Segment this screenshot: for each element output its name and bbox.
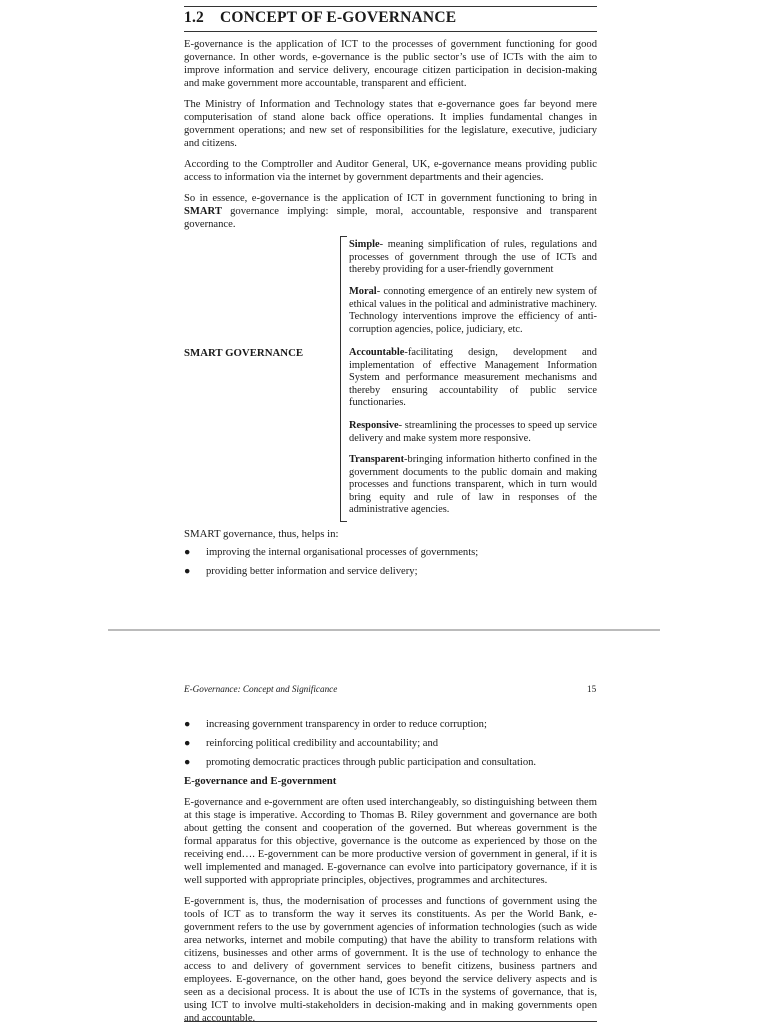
list-item-text: promoting democratic practices through public participation and consultation. (206, 757, 537, 768)
paragraph-egov-definition: E-governance is the application of ICT to the processes of government functioning for good governance. In other words, e-governance is the public sector’s use of ICTs with the aim to improve information and service delivery, encourage citizen participation in decision-making and make government more accountable, transparent and efficient. (184, 39, 597, 89)
bullet-icon: ● (184, 719, 191, 730)
subheading-egov: E-governance and E-government (184, 775, 337, 787)
smart-intro-bold: SMART (184, 206, 222, 217)
bullet-icon: ● (184, 738, 191, 749)
smart-term-text: - meaning simplification of rules, regulations and processes of government through the use of ICTs and thereby providing for a user-friendly government (349, 239, 597, 276)
smart-bracket (340, 236, 347, 522)
smart-item-accountable (349, 347, 597, 410)
heading-rule (184, 31, 597, 32)
list-item-text: reinforcing political credibility and accountability; and (206, 738, 439, 749)
smart-governance-label: SMART GOVERNANCE (184, 347, 304, 359)
smart-intro-text: So in essence, e-governance is the application of ICT in government functioning to bring in (184, 193, 597, 204)
page-break-rule (108, 629, 660, 631)
list-item-text: improving the internal organisational processes of governments; (206, 547, 479, 558)
smart-item-moral (349, 286, 597, 336)
smart-item-simple (349, 239, 597, 277)
section-heading (184, 9, 597, 27)
smart-term: Transparent (349, 454, 405, 465)
smart-term-text: - streamlining the processes to speed up service delivery and make system more responsive. (349, 420, 597, 444)
paragraph-comptroller: According to the Comptroller and Auditor General, UK, e-governance means providing public access to information via the internet by government departments and their agencies. (184, 159, 597, 183)
bullet-icon: ● (184, 547, 191, 558)
smart-term-text: - connoting emergence of an entirely new system of ethical values in the political and administrative machinery. Technology interventions improve the efficiency of anti-corruption agencies, police, judiciary, etc. (349, 286, 597, 335)
smart-item-transparent (349, 454, 597, 517)
section-number: 1.2 (184, 9, 204, 26)
running-title: E-Governance: Concept and Significance (184, 684, 338, 694)
bullet-icon: ● (184, 757, 191, 768)
list-item-text: providing better information and service delivery; (206, 566, 418, 577)
page-number: 15 (587, 684, 597, 694)
smart-term: Accountable (349, 347, 405, 358)
smart-item-responsive (349, 420, 597, 445)
bottom-rule (184, 1021, 597, 1022)
smart-term-text: -facilitating design, development and implementation of effective Management Information System and performance measurement mechanisms and thereby ensuring accountability of public service functionaries. (349, 347, 597, 409)
smart-term: Responsive (349, 420, 399, 431)
bullet-icon: ● (184, 566, 191, 577)
smart-intro-rest: governance implying: simple, moral, accountable, responsive and transparent governance. (184, 206, 597, 230)
list-item-text: increasing government transparency in order to reduce corruption; (206, 719, 487, 730)
top-rule (184, 6, 597, 7)
paragraph-world-bank: E-government is, thus, the modernisation of processes and functions of government using the tools of ICT as to transform the way it serves its constituents. As per the World Bank, e-government refers to the use by government agencies of information technologies (such as wide area networks, internet and mobile computing) that have the ability to transform relations with citizens, businesses and other arms of government. It is the use of technology to enhance the access to and delivery of government services to benefit citizens, business partners and employees. E-governance, on the other hand, goes beyond the service delivery aspects and is seen as a decisional process. It is about the use of ICTs in the systems of governance, that is, using ICT to involve multi-stakeholders in decision-making and in making governments open and accountable. (184, 896, 597, 1024)
paragraph-riley: E-governance and e-government are often used interchangeably, so distinguishing between them at this stage is imperative. According to Thomas B. Riley government and governance are both about getting the consent and cooperation of the governed. But whereas government is the formal apparatus for this objective, governance is the outcome as experienced by those on the receiving end…. E-government can be more productive version of government in general, if it is well implemented and managed. E-governance can evolve into participatory governance, if it is well supported with appropriate principles, objectives, programmes and architectures. (184, 797, 597, 886)
smart-term: Simple (349, 239, 380, 250)
smart-term: Moral (349, 286, 377, 297)
smart-helps-lead: SMART governance, thus, helps in: (184, 528, 339, 540)
paragraph-ministry: The Ministry of Information and Technology states that e-governance goes far beyond mere computerisation of stand alone back office operations. It implies fundamental changes in government operations; and new set of responsibilities for the legislature, executive, judiciary and citizens. (184, 99, 597, 149)
section-title: CONCEPT OF E-GOVERNANCE (220, 9, 457, 26)
smart-term-text: -bringing information hitherto confined in the government documents to the public domain and making processes and functions transparent, which in turn would bring equity and rule of law in responses of the administrative agencies. (349, 454, 597, 516)
paragraph-smart-intro (184, 192, 597, 231)
